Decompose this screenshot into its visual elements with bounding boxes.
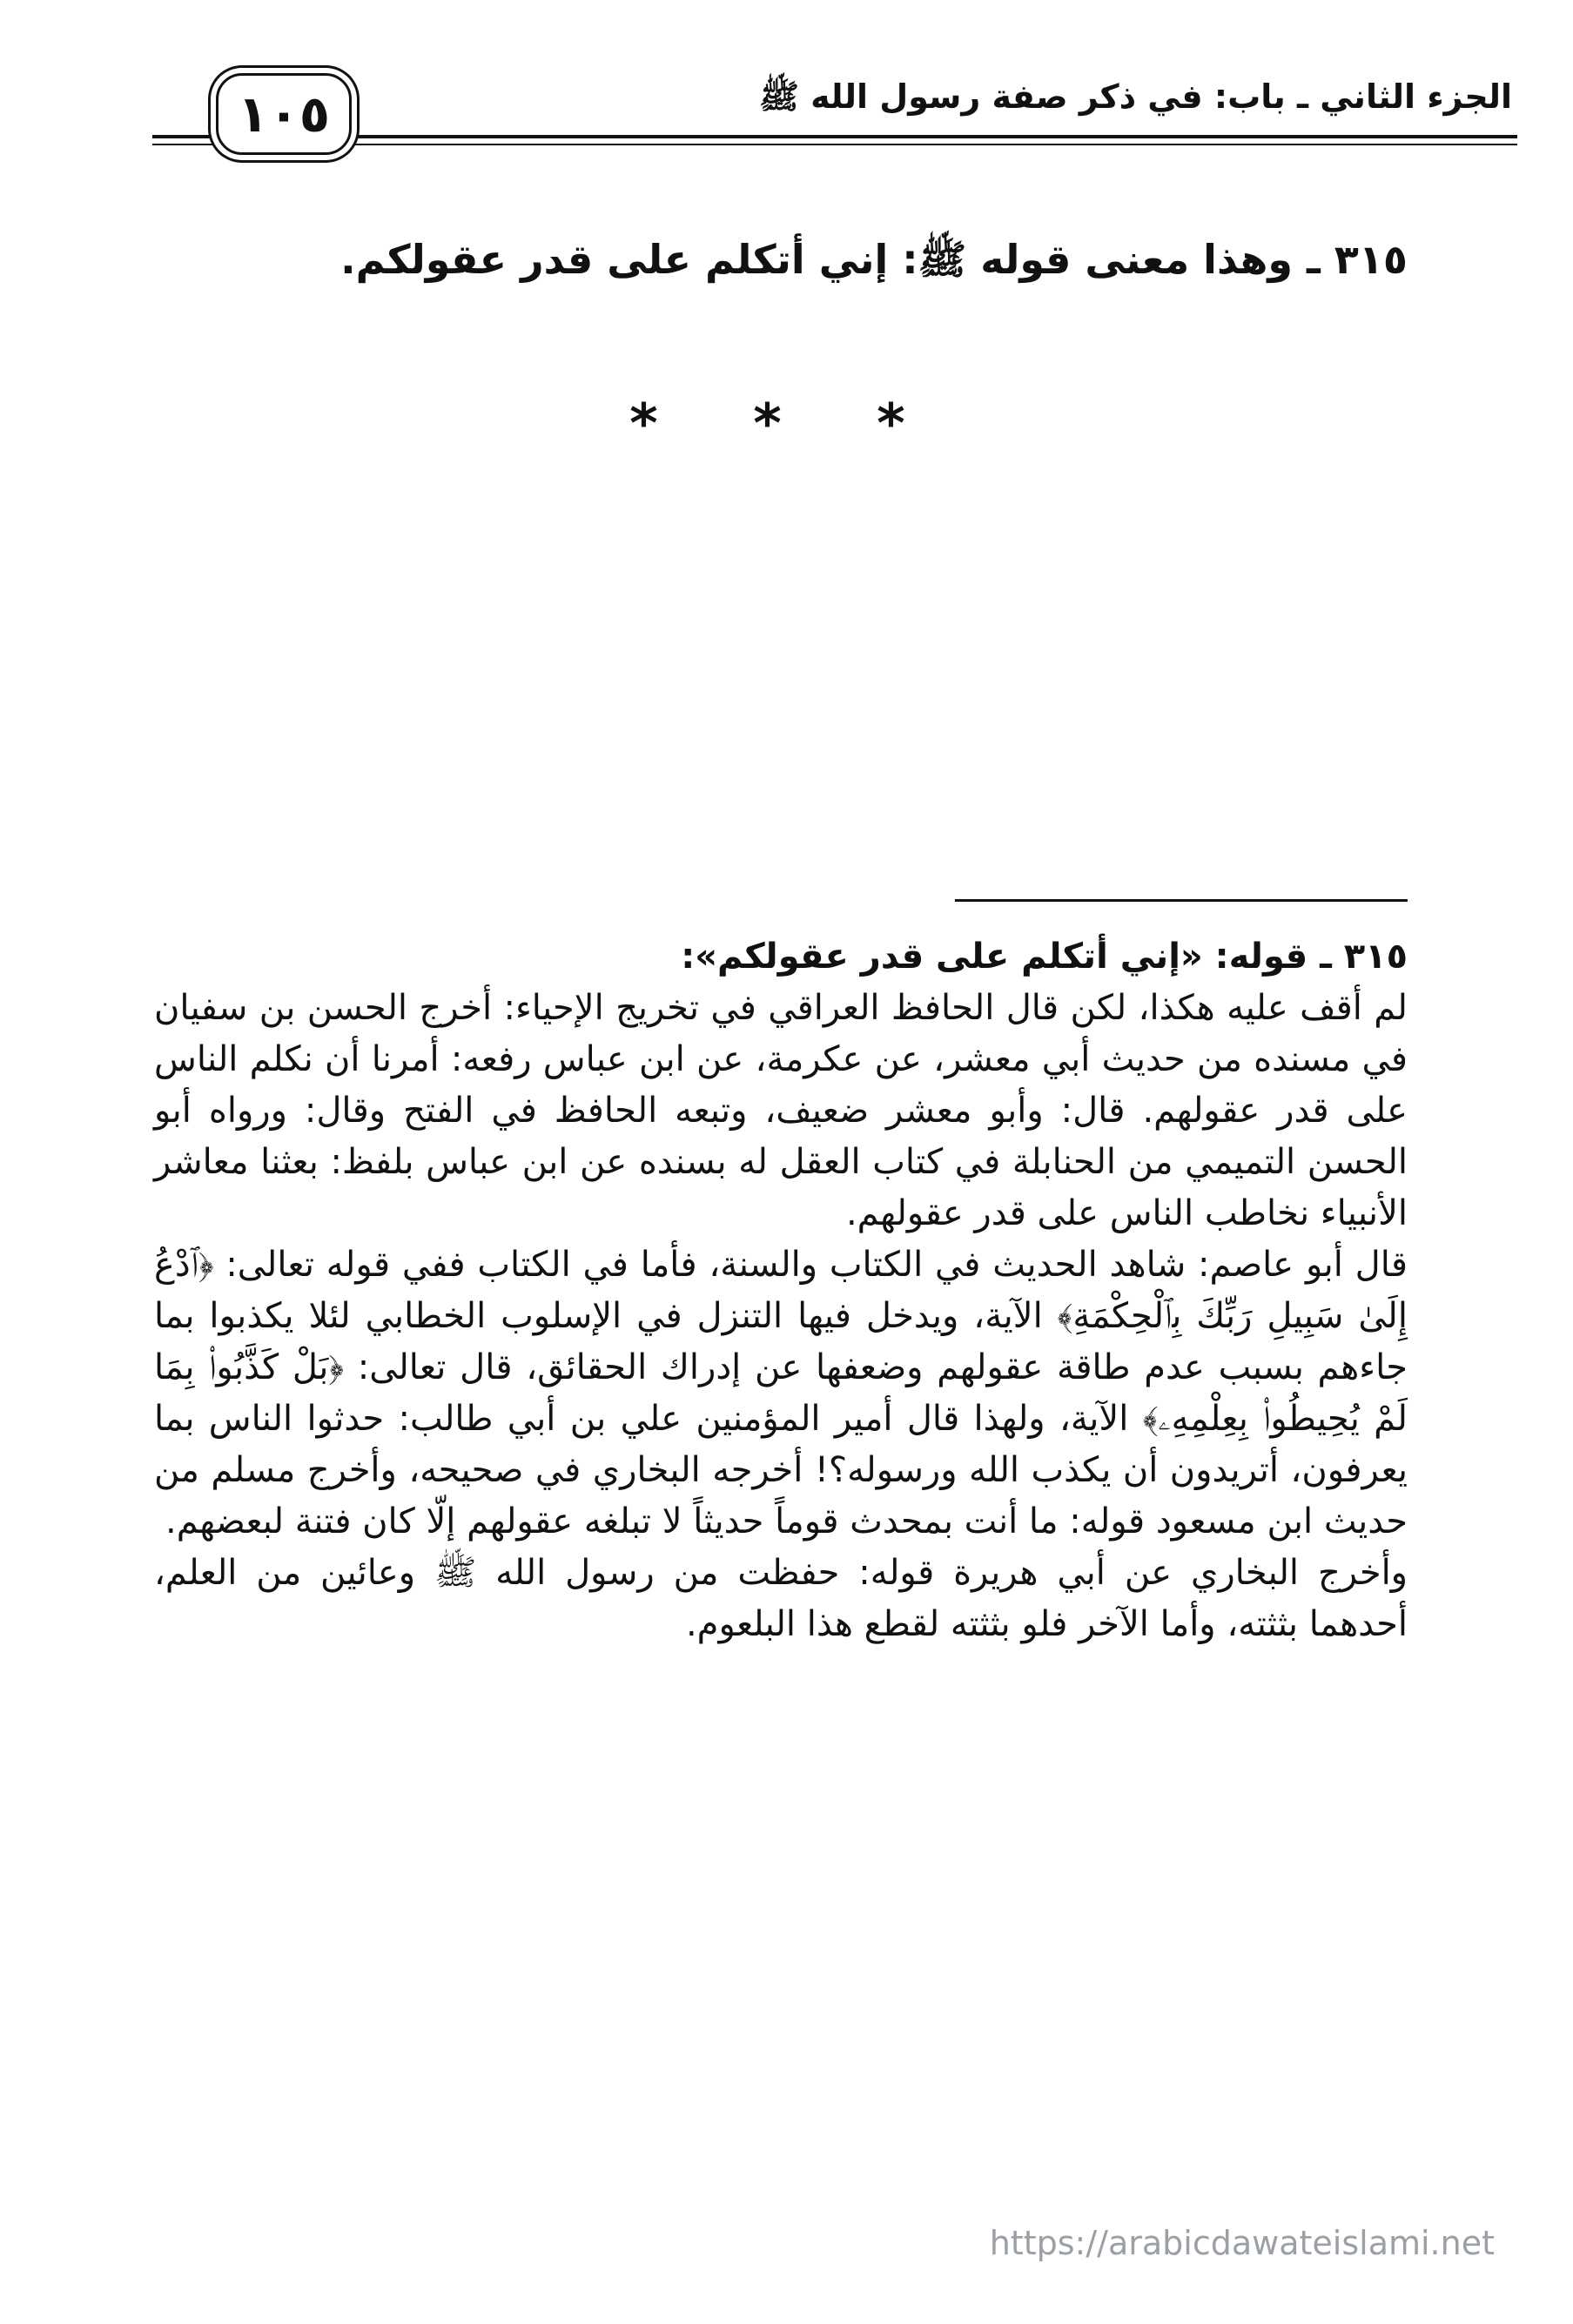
footnote-block [154, 931, 1408, 1650]
watermark: https://arabicdawateislami.net [989, 2224, 1495, 2262]
footnote-rule [955, 899, 1408, 902]
section-separator: * * * [629, 392, 944, 455]
footnote-paragraph: وأخرج البخاري عن أبي هريرة قوله: حفظت من رسول الله ﷺ وعائين من العلم، أحدهما بثثته، وأما الآخر فلو بثثته لقطع هذا البلعوم. [154, 1553, 1408, 1644]
running-header: الجزء الثاني ـ باب: في ذكر صفة رسول الله ﷺ [759, 77, 1512, 116]
footnote-paragraph: لم أقف عليه هكذا، لكن قال الحافظ العراقي في تخريج الإحياء: أخرج الحسن بن سفيان في مسنده من حديث أبي معشر، عن عكرمة، عن ابن عباس رفعه: أمرنا أن نكلم الناس على قدر عقولهم. قال: وأبو معشر ضعيف، وتبعه الحافظ في الفتح وقال: ورواه أبو الحسن التميمي من الحنابلة في كتاب العقل له بسنده عن ابن عباس بلفظ: بعثنا معاشر الأنبياء نخاطب الناس على قدر عقولهم. [154, 988, 1408, 1233]
header-rule-bottom [152, 144, 1517, 145]
main-entry: ٣١٥ ـ وهذا معنى قوله ﷺ: إني أتكلم على قدر عقولكم. [340, 236, 1408, 283]
footnote-heading: ٣١٥ ـ قوله: «إني أتكلم على قدر عقولكم»: [681, 937, 1408, 977]
footnote-paragraph: قال أبو عاصم: شاهد الحديث في الكتاب والسنة، فأما في الكتاب ففي قوله تعالى: ﴿ٱدْعُ إِلَىٰ سَبِيلِ رَبِّكَ بِٱلْحِكْمَةِ﴾ الآية، ويدخل فيها التنزل في الإسلوب الخطابي لئلا يكذبوا بما جاءهم بسبب عدم طاقة عقولهم وضعفها عن إدراك الحقائق، قال تعالى: ﴿بَلْ كَذَّبُوا۟ بِمَا لَمْ يُحِيطُوا۟ بِعِلْمِهِۦ﴾ الآية، ولهذا قال أمير المؤمنين علي بن أبي طالب: حدثوا الناس بما يعرفون، أتريدون أن يكذب الله ورسوله؟! أخرجه البخاري في صحيحه، وأخرج مسلم من حديث ابن مسعود قوله: ما أنت بمحدث قوماً حديثاً لا تبلغه عقولهم إلّا كان فتنة لبعضهم. [154, 1245, 1408, 1541]
page-number: ١٠٥ [237, 84, 331, 144]
header-rule-top [152, 135, 1517, 138]
